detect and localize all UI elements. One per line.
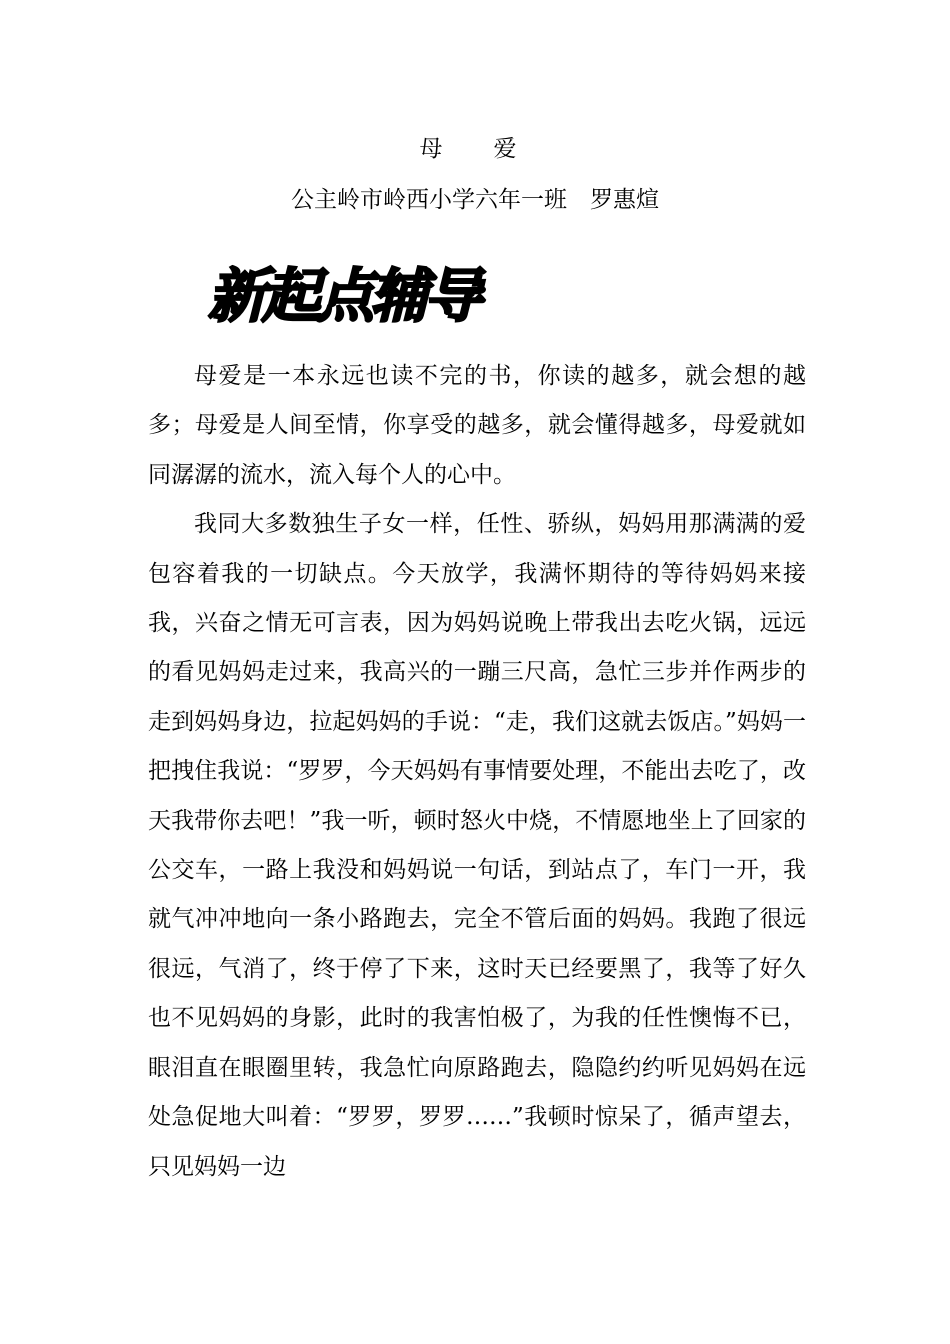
brand-logo-text: 新起点辅导	[208, 262, 479, 330]
brand-logo	[206, 252, 479, 336]
paragraph-1: 母爱是一本永远也读不完的书，你读的越多，就会想的越多；母爱是人间至情，你享受的越多，就会懂得越多，母爱就如同潺潺的流水，流入每个人的心中。	[148, 363, 806, 488]
page-title: 母 爱	[419, 136, 531, 162]
paragraph-2: 我同大多数独生子女一样，任性、骄纵，妈妈用那满满的爱包容着我的一切缺点。今天放学，我满怀期待的等待妈妈来接我，兴奋之情无可言表，因为妈妈说晚上带我出去吃火锅，远远的看见妈妈走过来，我高兴的一蹦三尺高，急忙三步并作两步的走到妈妈身边，拉起妈妈的手说：“走，我们这就去饭店。”妈妈一把拽住我说：“罗罗，今天妈妈有事情要处理，不能出去吃了，改天我带你去吧！”我一听，顿时怒火中烧，不情愿地坐上了回家的公交车，一路上我没和妈妈说一句话，到站点了，车门一开，我就气冲冲地向一条小路跑去，完全不管后面的妈妈。我跑了很远很远，气消了，终于停了下来，这时天已经要黑了，我等了好久也不见妈妈的身影，此时的我害怕极了，为我的任性懊悔不已，眼泪直在眼圈里转，我急忙向原路跑去，隐隐约约听见妈妈在远处急促地大叫着：“罗罗，罗罗……”我顿时惊呆了，循声望去，只见妈妈一边	[148, 511, 806, 1180]
article-body	[148, 352, 806, 1192]
author-byline: 公主岭市岭西小学六年一班 罗惠煊	[291, 187, 659, 213]
